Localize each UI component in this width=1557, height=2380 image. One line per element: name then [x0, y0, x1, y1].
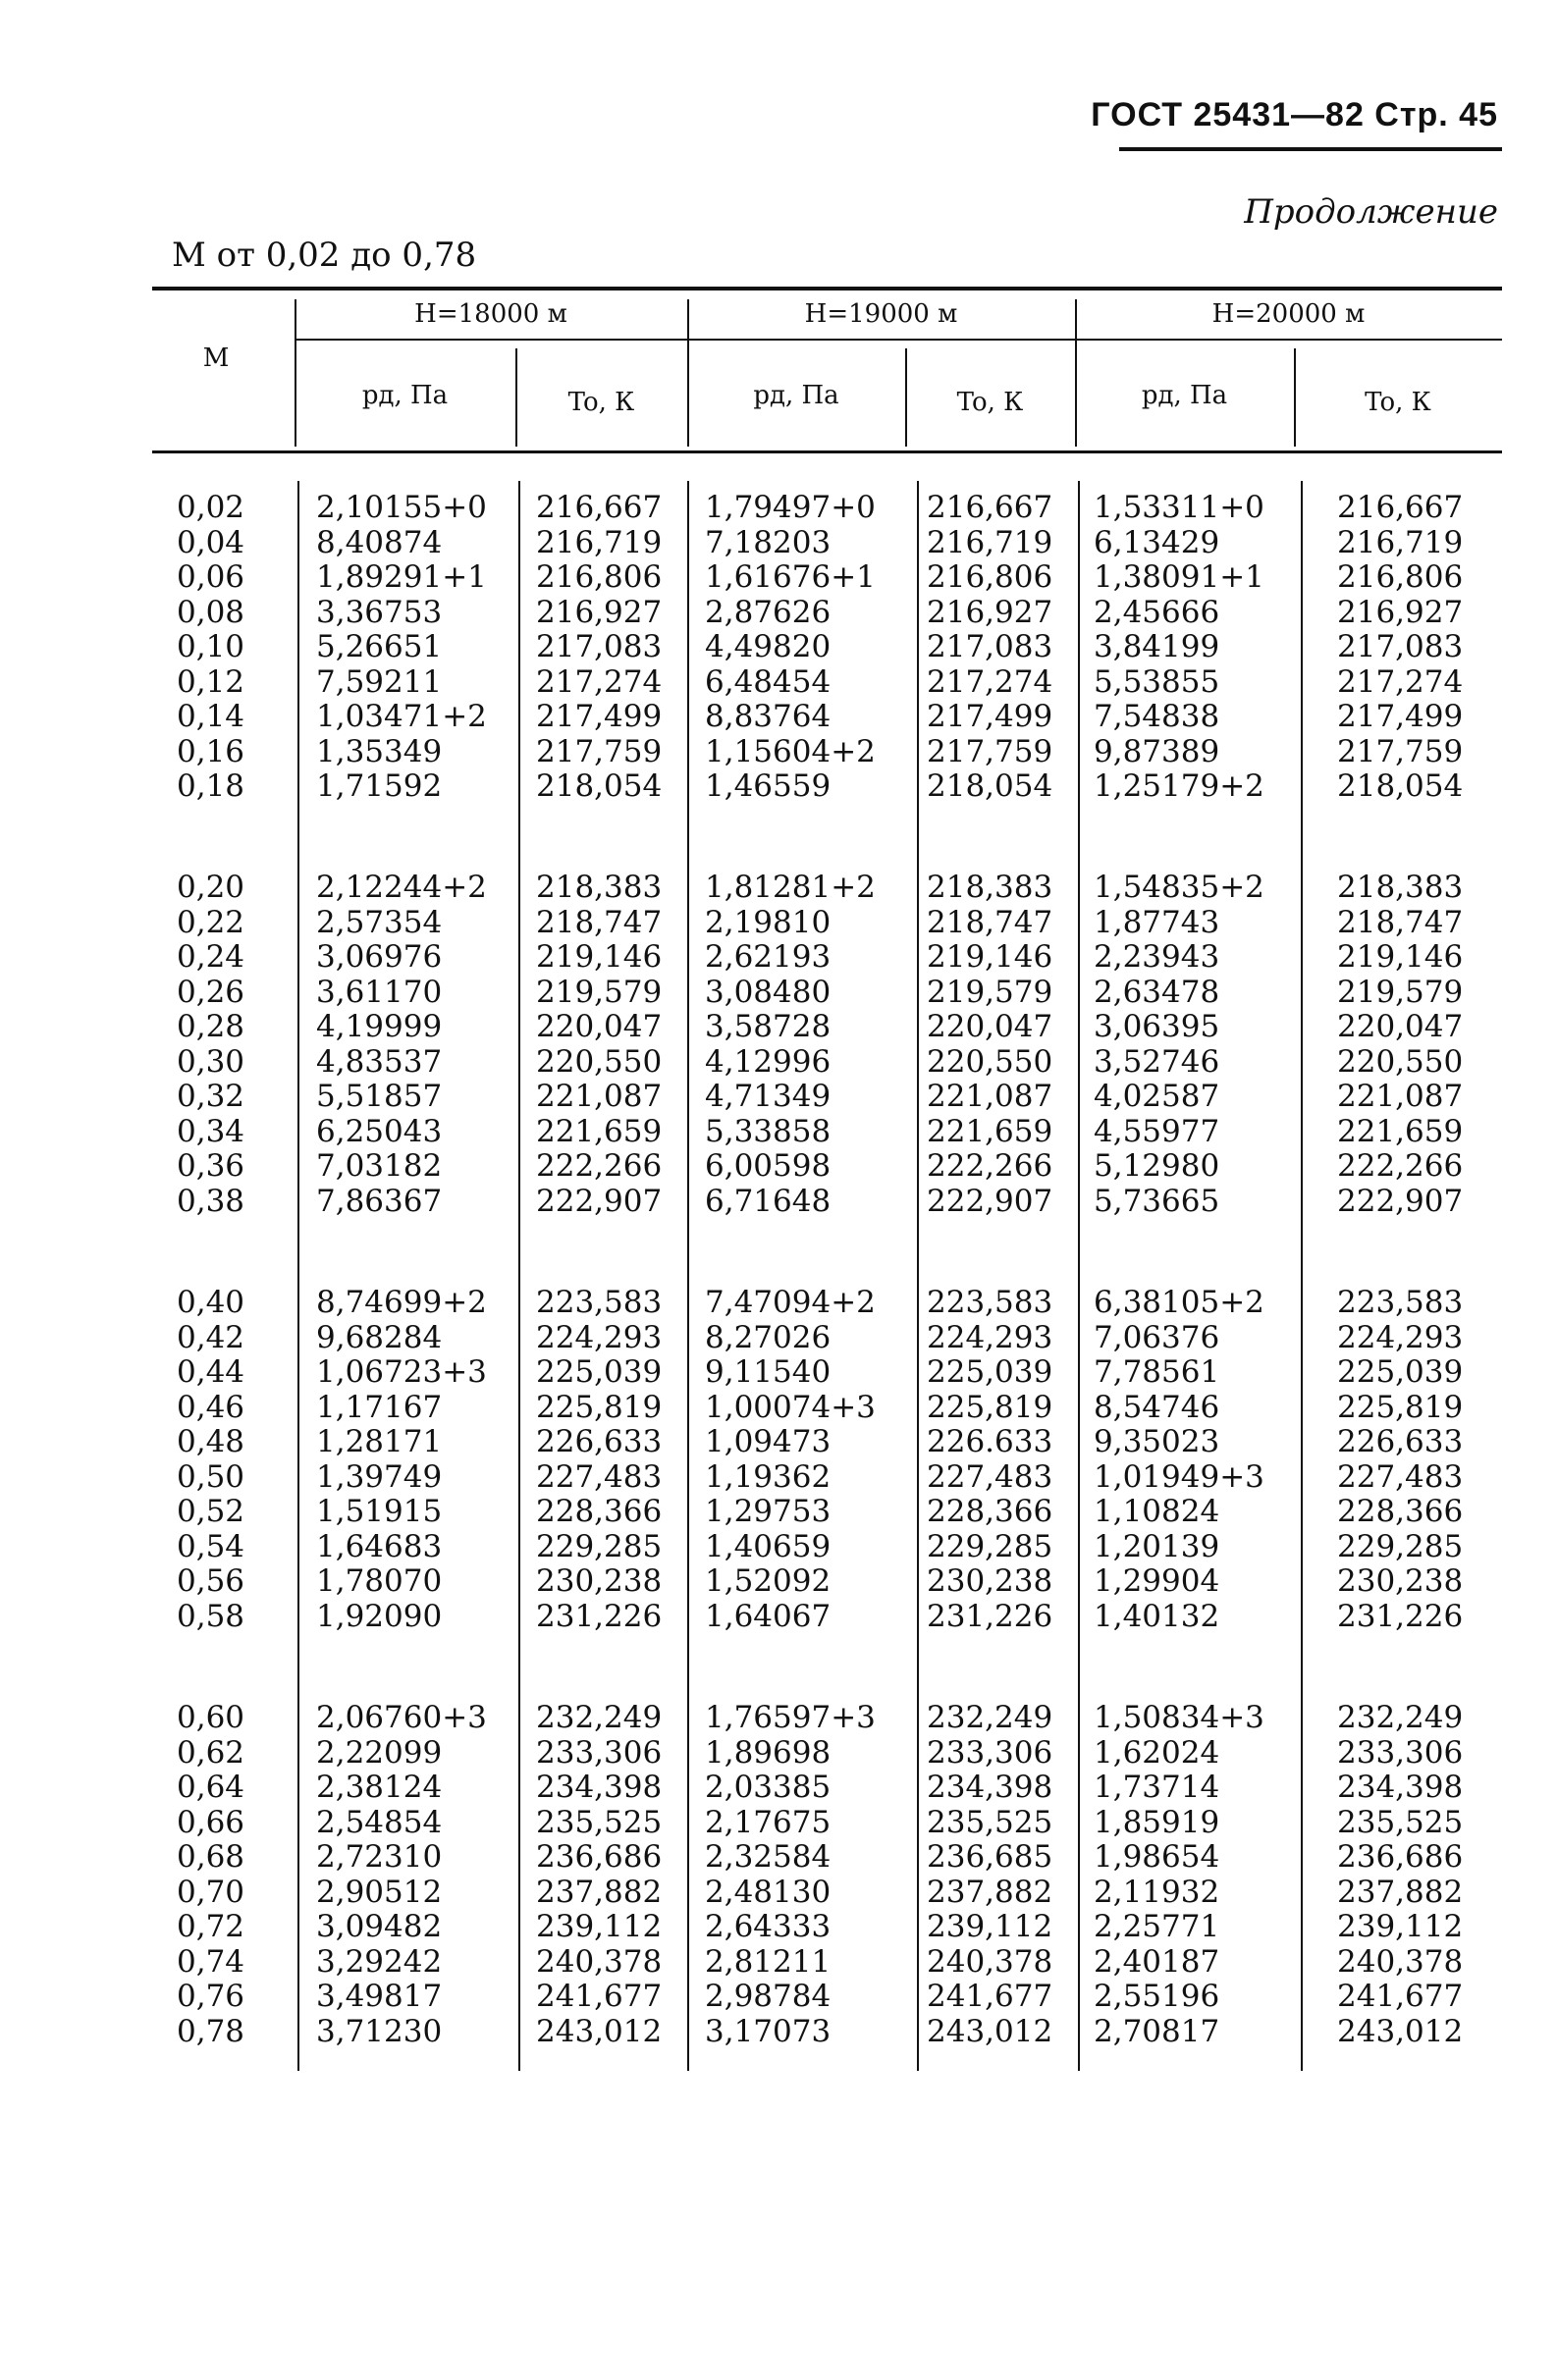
column-temperature-h19000: 218,383 218,747 219,146 219,579 220,047 220,550 221,087 221,659 222,266 222,907	[927, 870, 1053, 1219]
body-divider	[518, 481, 520, 2071]
group-header-h19000: H=19000 м	[804, 299, 958, 329]
table-header-bottom-rule	[152, 450, 1502, 453]
column-temperature-h18000: 216,667 216,719 216,806 216,927 217,083 217,274 217,499 217,759 218,054	[536, 490, 663, 804]
column-pressure-h18000: 8,74699+2 9,68284 1,06723+3 1,17167 1,28171 1,39749 1,51915 1,64683 1,78070 1,92090	[316, 1285, 487, 1634]
column-temperature-h19000: 223,583 224,293 225,039 225,819 226.633 227,483 228,366 229,285 230,238 231,226	[927, 1285, 1053, 1634]
column-header-temperature: To, К	[956, 388, 1024, 417]
column-header-pressure: pд, Па	[753, 381, 839, 410]
column-header-pressure: pд, Па	[1141, 381, 1228, 410]
table-header-mid-rule	[295, 339, 1502, 341]
column-m: 0,40 0,42 0,44 0,46 0,48 0,50 0,52 0,54 0,56 0,58	[177, 1285, 245, 1634]
group-header-h20000: H=20000 м	[1211, 299, 1366, 329]
column-pressure-h18000: 2,06760+3 2,22099 2,38124 2,54854 2,72310 2,90512 3,09482 3,29242 3,49817 3,71230	[316, 1700, 487, 2049]
column-pressure-h19000: 1,81281+2 2,19810 2,62193 3,08480 3,58728 4,12996 4,71349 5,33858 6,00598 6,71648	[705, 870, 876, 1219]
column-pressure-h20000: 1,53311+0 6,13429 1,38091+1 2,45666 3,84199 5,53855 7,54838 9,87389 1,25179+2	[1094, 490, 1264, 804]
column-temperature-h20000: 216,667 216,719 216,806 216,927 217,083 217,274 217,499 217,759 218,054	[1337, 490, 1464, 804]
column-header-pressure: pд, Па	[361, 381, 449, 410]
column-pressure-h20000: 1,50834+3 1,62024 1,73714 1,85919 1,98654 2,11932 2,25771 2,40187 2,55196 2,70817	[1094, 1700, 1264, 2049]
continuation-label: Продолжение	[1244, 192, 1498, 232]
column-m: 0,20 0,22 0,24 0,26 0,28 0,30 0,32 0,34 0,36 0,38	[177, 870, 245, 1219]
body-divider	[1301, 481, 1303, 2071]
column-pressure-h20000: 6,38105+2 7,06376 7,78561 8,54746 9,35023 1,01949+3 1,10824 1,20139 1,29904 1,40132	[1094, 1285, 1264, 1634]
column-temperature-h20000: 232,249 233,306 234,398 235,525 236,686 237,882 239,112 240,378 241,677 243,012	[1337, 1700, 1464, 2049]
column-temperature-h20000: 218,383 218,747 219,146 219,579 220,047 220,550 221,087 221,659 222,266 222,907	[1337, 870, 1464, 1219]
column-m: 0,02 0,04 0,06 0,08 0,10 0,12 0,14 0,16 0,18	[177, 490, 245, 804]
header-rule	[1119, 147, 1502, 151]
page-header: ГОСТ 25431—82 Стр. 45	[1091, 96, 1498, 133]
column-pressure-h20000: 1,54835+2 1,87743 2,23943 2,63478 3,06395 3,52746 4,02587 4,55977 5,12980 5,73665	[1094, 870, 1264, 1219]
column-temperature-h19000: 216,667 216,719 216,806 216,927 217,083 217,274 217,499 217,759 218,054	[927, 490, 1053, 804]
group-header-h18000: H=18000 м	[414, 299, 567, 329]
column-temperature-h18000: 232,249 233,306 234,398 235,525 236,686 237,882 239,112 240,378 241,677 243,012	[536, 1700, 663, 2049]
column-pressure-h18000: 2,10155+0 8,40874 1,89291+1 3,36753 5,26651 7,59211 1,03471+2 1,35349 1,71592	[316, 490, 487, 804]
body-divider	[917, 481, 919, 2071]
column-header-temperature: To, К	[567, 388, 635, 417]
column-header-temperature: To, К	[1365, 388, 1431, 417]
range-label: М от 0,02 до 0,78	[172, 236, 477, 275]
body-divider	[687, 481, 689, 2071]
column-pressure-h19000: 1,76597+3 1,89698 2,03385 2,17675 2,32584 2,48130 2,64333 2,81211 2,98784 3,17073	[705, 1700, 876, 2049]
column-temperature-h20000: 223,583 224,293 225,039 225,819 226,633 227,483 228,366 229,285 230,238 231,226	[1337, 1285, 1464, 1634]
body-divider	[1078, 481, 1080, 2071]
column-temperature-h18000: 218,383 218,747 219,146 219,579 220,047 220,550 221,087 221,659 222,266 222,907	[536, 870, 663, 1219]
table-top-rule	[152, 287, 1502, 291]
column-pressure-h18000: 2,12244+2 2,57354 3,06976 3,61170 4,19999 4,83537 5,51857 6,25043 7,03182 7,86367	[316, 870, 487, 1219]
column-temperature-h18000: 223,583 224,293 225,039 225,819 226,633 227,483 228,366 229,285 230,238 231,226	[536, 1285, 663, 1634]
column-pressure-h19000: 1,79497+0 7,18203 1,61676+1 2,87626 4,49820 6,48454 8,83764 1,15604+2 1,46559	[705, 490, 876, 804]
column-pressure-h19000: 7,47094+2 8,27026 9,11540 1,00074+3 1,09473 1,19362 1,29753 1,40659 1,52092 1,64067	[705, 1285, 876, 1634]
column-temperature-h19000: 232,249 233,306 234,398 235,525 236,685 237,882 239,112 240,378 241,677 243,012	[927, 1700, 1053, 2049]
column-header-m: М	[202, 344, 230, 373]
body-divider	[297, 481, 299, 2071]
column-m: 0,60 0,62 0,64 0,66 0,68 0,70 0,72 0,74 0,76 0,78	[177, 1700, 245, 2049]
